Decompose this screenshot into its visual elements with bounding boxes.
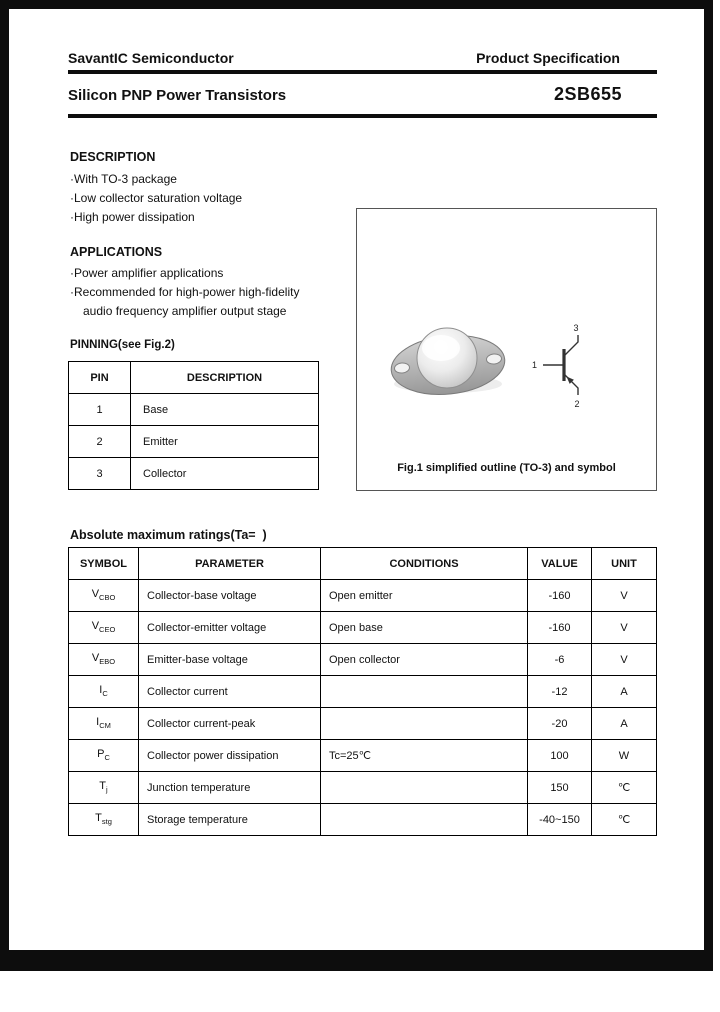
rating-symbol-sub: EBO [99,657,116,667]
rating-unit: ℃ [592,772,657,804]
rating-conditions [321,804,528,836]
rating-unit: V [592,644,657,676]
symbol-pin-label-emitter: 2 [574,399,580,409]
rating-symbol: $V_{CEO}$ [69,612,139,644]
symbol-column-header: SYMBOL [69,548,139,580]
rating-symbol: $P_C$ [69,740,139,772]
pinning-row [69,394,319,426]
part-number: 2SB655 [553,84,622,104]
rating-conditions: Open emitter [321,580,528,612]
pin-column-header: PIN [69,362,131,394]
rating-symbol-sub: C [104,753,110,763]
company-name: SavantIC Semiconductor [68,50,234,66]
pinning-row [69,458,319,490]
rating-value: -6 [528,644,592,676]
conditions-column-header: CONDITIONS [321,548,528,580]
rating-parameter: Collector-emitter voltage [139,612,321,644]
rating-unit: V [592,580,657,612]
parameter-column-header: PARAMETER [139,548,321,580]
rating-parameter: Collector current [139,676,321,708]
ratings-row [69,740,657,772]
rating-symbol-sub: CM [99,721,111,731]
rating-unit: A [592,676,657,708]
rating-symbol: $T_j$ [69,772,139,804]
to3-package-icon [388,328,507,400]
applications-item: ·Recommended for high-power high-fidelity [70,285,300,299]
pin-number: 1 [69,394,131,426]
rating-parameter: Collector power dissipation [139,740,321,772]
pinning-header-row [69,362,319,394]
unit-column-header: UNIT [592,548,657,580]
figure-1-box [356,208,657,491]
rating-symbol-sub: stg [101,817,112,827]
description-heading: DESCRIPTION [70,150,156,164]
applications-item-continuation: audio frequency amplifier output stage [83,304,287,318]
rating-conditions [321,708,528,740]
rating-conditions: Open collector [321,644,528,676]
pin-description: Base [131,394,319,426]
rating-unit: ℃ [592,804,657,836]
rating-value: -160 [528,580,592,612]
rating-symbol-sub: j [106,785,108,795]
rating-symbol-sub: CEO [99,625,116,635]
rating-symbol: $I_{CM}$ [69,708,139,740]
pin-number: 3 [69,458,131,490]
rating-parameter: Junction temperature [139,772,321,804]
symbol-pin-label-base: 1 [531,360,537,370]
rating-conditions [321,772,528,804]
ratings-heading: Absolute maximum ratings(Ta= ) [70,528,267,542]
pinning-heading: PINNING(see Fig.2) [70,339,175,351]
pin-description: Collector [131,458,319,490]
pinning-row [69,426,319,458]
pin-number: 2 [69,426,131,458]
ratings-row [69,708,657,740]
pnp-transistor-symbol [543,335,578,395]
rating-parameter: Collector-base voltage [139,580,321,612]
rating-symbol: $V_{CBO}$ [69,580,139,612]
pin-description: Emitter [131,426,319,458]
ratings-header-row [69,548,657,580]
rating-symbol-sub: C [102,689,108,699]
rating-unit: V [592,612,657,644]
header-rule [68,70,657,74]
rating-conditions [321,676,528,708]
value-column-header: VALUE [528,548,592,580]
symbol-pin-label-collector: 3 [573,323,579,333]
applications-item: ·Power amplifier applications [70,266,224,280]
title-rule [68,114,657,118]
rating-unit: W [592,740,657,772]
description-list [70,170,242,227]
pinning-table [68,361,319,490]
rating-symbol-sub: CBO [99,593,116,603]
rating-symbol: $I_C$ [69,676,139,708]
to3-package-and-symbol-drawing [357,209,656,457]
ratings-row [69,612,657,644]
rating-value: -40~150 [528,804,592,836]
rating-value: 150 [528,772,592,804]
ratings-table [68,547,657,836]
description-item: ·With TO-3 package [70,172,177,186]
description-item: ·High power dissipation [70,210,195,224]
rating-conditions: Open base [321,612,528,644]
description-item: ·Low collector saturation voltage [70,191,243,205]
rating-parameter: Collector current-peak [139,708,321,740]
rating-conditions: Tc=25℃ [321,740,528,772]
rating-symbol: $V_{EBO}$ [69,644,139,676]
ratings-row [69,804,657,836]
figure-1-caption: Fig.1 simplified outline (TO-3) and symbol [397,462,616,474]
rating-parameter: Emitter-base voltage [139,644,321,676]
applications-heading: APPLICATIONS [70,245,163,259]
ratings-row [69,580,657,612]
rating-value: -20 [528,708,592,740]
ratings-row [69,644,657,676]
ratings-row [69,676,657,708]
rating-unit: A [592,708,657,740]
product-family-title: Silicon PNP Power Transistors [68,87,287,104]
rating-value: 100 [528,740,592,772]
applications-list [70,264,299,321]
rating-symbol: $T_{stg}$ [69,804,139,836]
rating-parameter: Storage temperature [139,804,321,836]
description-column-header: DESCRIPTION [131,362,319,394]
rating-value: -160 [528,612,592,644]
rating-value: -12 [528,676,592,708]
ratings-row [69,772,657,804]
doc-type-label: Product Specification [476,50,620,66]
